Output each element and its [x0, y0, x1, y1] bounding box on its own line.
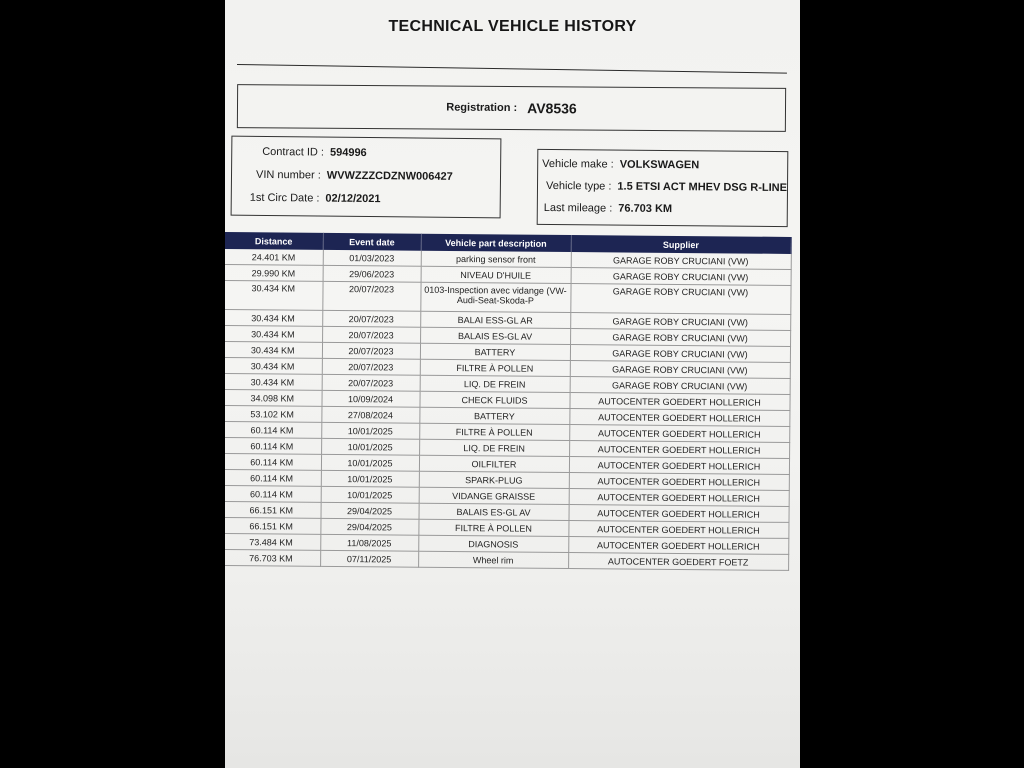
- part-description-cell: VIDANGE GRAISSE: [419, 487, 569, 504]
- vehicle-make-value: VOLKSWAGEN: [619, 158, 700, 172]
- event-date-cell: 01/03/2023: [323, 250, 421, 266]
- supplier-cell: AUTOCENTER GOEDERT HOLLERICH: [569, 473, 789, 491]
- part-description-cell: CHECK FLUIDS: [419, 391, 569, 408]
- part-description-cell: OILFILTER: [419, 455, 569, 472]
- part-description-cell: BALAI ESS-GL AR: [420, 311, 570, 328]
- vehicle-type-row: [546, 180, 787, 194]
- distance-cell: 60.114 KM: [225, 453, 321, 470]
- part-description-cell: DIAGNOSIS: [418, 535, 568, 552]
- supplier-cell: AUTOCENTER GOEDERT HOLLERICH: [568, 505, 788, 523]
- part-description-cell: NIVEAU D'HUILE: [421, 266, 571, 283]
- event-date-cell: 10/01/2025: [321, 486, 419, 503]
- distance-cell: 29.990 KM: [225, 264, 323, 281]
- distance-cell: 34.098 KM: [225, 389, 322, 406]
- part-description-cell: SPARK-PLUG: [419, 471, 569, 488]
- part-description-cell: BALAIS ES-GL AV: [420, 327, 570, 344]
- history-table: [225, 232, 791, 571]
- distance-cell: 53.102 KM: [225, 405, 321, 422]
- event-date-cell: 20/07/2023: [322, 342, 420, 359]
- vehicle-make-row: [542, 158, 699, 171]
- distance-cell: 30.434 KM: [225, 325, 322, 342]
- distance-cell: 60.114 KM: [225, 485, 321, 502]
- supplier-cell: AUTOCENTER GOEDERT FOETZ: [568, 553, 788, 571]
- supplier-cell: AUTOCENTER GOEDERT HOLLERICH: [569, 489, 789, 507]
- registration-value: AV8536: [527, 100, 577, 117]
- distance-cell: 60.114 KM: [225, 437, 321, 454]
- event-date-cell: 10/01/2025: [321, 470, 419, 487]
- event-date-cell: 29/06/2023: [323, 265, 421, 282]
- distance-cell: 30.434 KM: [225, 280, 323, 310]
- contract-id-value: 594996: [329, 146, 367, 160]
- supplier-cell: GARAGE ROBY CRUCIANI (VW): [570, 377, 790, 395]
- distance-cell: 60.114 KM: [225, 421, 321, 438]
- vehicle-info-box: [537, 149, 789, 227]
- contract-id-row: [262, 146, 367, 159]
- distance-cell: 24.401 KM: [225, 249, 323, 265]
- event-date-cell: 27/08/2024: [321, 406, 419, 423]
- part-description-cell: LIQ. DE FREIN: [419, 439, 569, 456]
- registration-box: [237, 84, 786, 132]
- vin-value: WVWZZZCDZNW006427: [326, 169, 453, 183]
- supplier-cell: AUTOCENTER GOEDERT HOLLERICH: [569, 409, 789, 427]
- first-circ-row: [250, 192, 381, 205]
- vehicle-type-label: Vehicle type :: [545, 179, 612, 193]
- distance-cell: 66.151 KM: [225, 501, 321, 518]
- last-mileage-label: Last mileage :: [543, 201, 613, 215]
- vehicle-type-value: 1.5 ETSI ACT MHEV DSG R-LINE: [617, 180, 788, 195]
- part-description-cell: FILTRE À POLLEN: [419, 423, 569, 440]
- header-part-description: Vehicle part description: [421, 234, 571, 252]
- supplier-cell: GARAGE ROBY CRUCIANI (VW): [571, 252, 791, 269]
- supplier-cell: GARAGE ROBY CRUCIANI (VW): [570, 284, 790, 315]
- supplier-cell: AUTOCENTER GOEDERT HOLLERICH: [568, 537, 788, 555]
- supplier-cell: GARAGE ROBY CRUCIANI (VW): [570, 329, 790, 347]
- supplier-cell: GARAGE ROBY CRUCIANI (VW): [571, 268, 791, 286]
- header-supplier: Supplier: [571, 235, 791, 254]
- event-date-cell: 10/01/2025: [321, 422, 419, 439]
- vehicle-make-label: Vehicle make :: [542, 157, 614, 171]
- distance-cell: 30.434 KM: [225, 373, 322, 390]
- supplier-cell: GARAGE ROBY CRUCIANI (VW): [570, 361, 790, 379]
- event-date-cell: 20/07/2023: [322, 326, 420, 343]
- registration-label: Registration :: [446, 101, 518, 115]
- event-date-cell: 10/09/2024: [321, 390, 419, 407]
- supplier-cell: GARAGE ROBY CRUCIANI (VW): [570, 345, 790, 363]
- event-date-cell: 10/01/2025: [321, 438, 419, 455]
- event-date-cell: 11/08/2025: [320, 534, 418, 551]
- last-mileage-value: 76.703 KM: [618, 202, 673, 216]
- event-date-cell: 20/07/2023: [322, 358, 420, 375]
- part-description-cell: Wheel rim: [418, 551, 568, 568]
- part-description-cell: parking sensor front: [421, 251, 571, 268]
- last-mileage-row: [544, 202, 672, 215]
- distance-cell: 60.114 KM: [225, 469, 321, 486]
- part-description-cell: BATTERY: [420, 343, 570, 360]
- part-description-cell: 0103-Inspection avec vidange (VW-Audi-Seat-Skoda-P: [420, 282, 570, 312]
- distance-cell: 73.484 KM: [225, 533, 320, 550]
- event-date-cell: 29/04/2025: [321, 502, 419, 519]
- vin-label: VIN number :: [255, 168, 321, 182]
- distance-cell: 76.703 KM: [225, 549, 320, 566]
- event-date-cell: 29/04/2025: [320, 518, 418, 535]
- first-circ-value: 02/12/2021: [325, 192, 381, 206]
- part-description-cell: BALAIS ES-GL AV: [419, 503, 569, 520]
- document-page: [225, 0, 800, 768]
- part-description-cell: FILTRE À POLLEN: [418, 519, 568, 536]
- distance-cell: 30.434 KM: [225, 309, 322, 326]
- vin-row: [256, 169, 453, 183]
- supplier-cell: AUTOCENTER GOEDERT HOLLERICH: [569, 393, 789, 411]
- event-date-cell: 07/11/2025: [320, 550, 418, 567]
- distance-cell: 30.434 KM: [225, 341, 322, 358]
- part-description-cell: LIQ. DE FREIN: [420, 375, 570, 392]
- event-date-cell: 20/07/2023: [322, 310, 420, 327]
- supplier-cell: AUTOCENTER GOEDERT HOLLERICH: [568, 521, 788, 539]
- event-date-cell: 10/01/2025: [321, 454, 419, 471]
- supplier-cell: AUTOCENTER GOEDERT HOLLERICH: [569, 457, 789, 475]
- distance-cell: 30.434 KM: [225, 357, 322, 374]
- document-title: TECHNICAL VEHICLE HISTORY: [388, 18, 637, 35]
- supplier-cell: GARAGE ROBY CRUCIANI (VW): [570, 313, 790, 331]
- contract-info-box: [231, 136, 502, 219]
- event-date-cell: 20/07/2023: [322, 281, 420, 311]
- title-divider: [237, 64, 787, 74]
- supplier-cell: AUTOCENTER GOEDERT HOLLERICH: [569, 425, 789, 443]
- contract-id-label: Contract ID :: [262, 145, 325, 159]
- part-description-cell: FILTRE À POLLEN: [420, 359, 570, 376]
- header-event-date: Event date: [323, 233, 421, 251]
- header-distance: Distance: [225, 232, 323, 250]
- supplier-cell: AUTOCENTER GOEDERT HOLLERICH: [569, 441, 789, 459]
- distance-cell: 66.151 KM: [225, 517, 321, 534]
- first-circ-label: 1st Circ Date :: [249, 191, 320, 205]
- part-description-cell: BATTERY: [419, 407, 569, 424]
- event-date-cell: 20/07/2023: [322, 374, 420, 391]
